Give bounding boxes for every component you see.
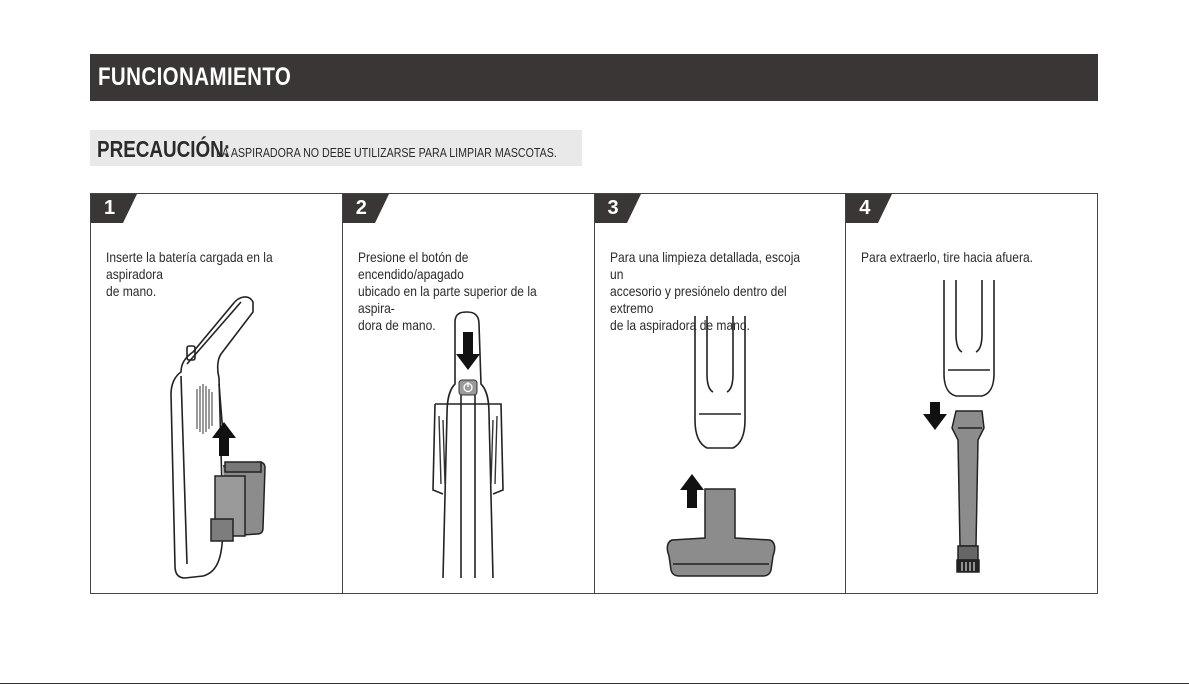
vacuum-accessory-attach-illustration	[595, 194, 846, 594]
step-number: 4	[859, 197, 871, 219]
step-text: Para extraerlo, tire hacia afuera.	[861, 249, 1034, 265]
step-text: Inserte la batería cargada en la aspiradora de mano.	[106, 249, 273, 299]
vacuum-accessory-remove-illustration	[846, 194, 1097, 594]
step-4	[846, 194, 1097, 593]
caution-label: PRECAUCIÓN:	[97, 136, 231, 162]
page-bottom-rule	[0, 683, 1189, 684]
caution-text: LA ASPIRADORA NO DEBE UTILIZARSE PARA LIMPIAR MASCOTAS.	[216, 145, 557, 160]
step-number: 3	[607, 197, 619, 219]
step-number: 1	[104, 197, 116, 219]
step-number: 2	[355, 197, 367, 219]
step-1	[91, 194, 343, 593]
step-text: Para una limpieza detallada, escoja un accesorio y presiónelo dentro del extremo de la aspiradora de mano.	[609, 249, 800, 333]
vacuum-power-button-illustration	[343, 194, 594, 594]
step-2	[343, 194, 595, 593]
section-header	[90, 54, 1098, 101]
step-text: Presione el botón de encendido/apagado ubicado en la parte superior de la aspira- dora de mano.	[357, 249, 537, 333]
vacuum-battery-insert-illustration	[91, 194, 342, 594]
steps-panel	[90, 193, 1098, 594]
step-3	[595, 194, 847, 593]
section-title: FUNCIONAMIENTO	[98, 63, 292, 91]
caution-box	[90, 130, 582, 166]
